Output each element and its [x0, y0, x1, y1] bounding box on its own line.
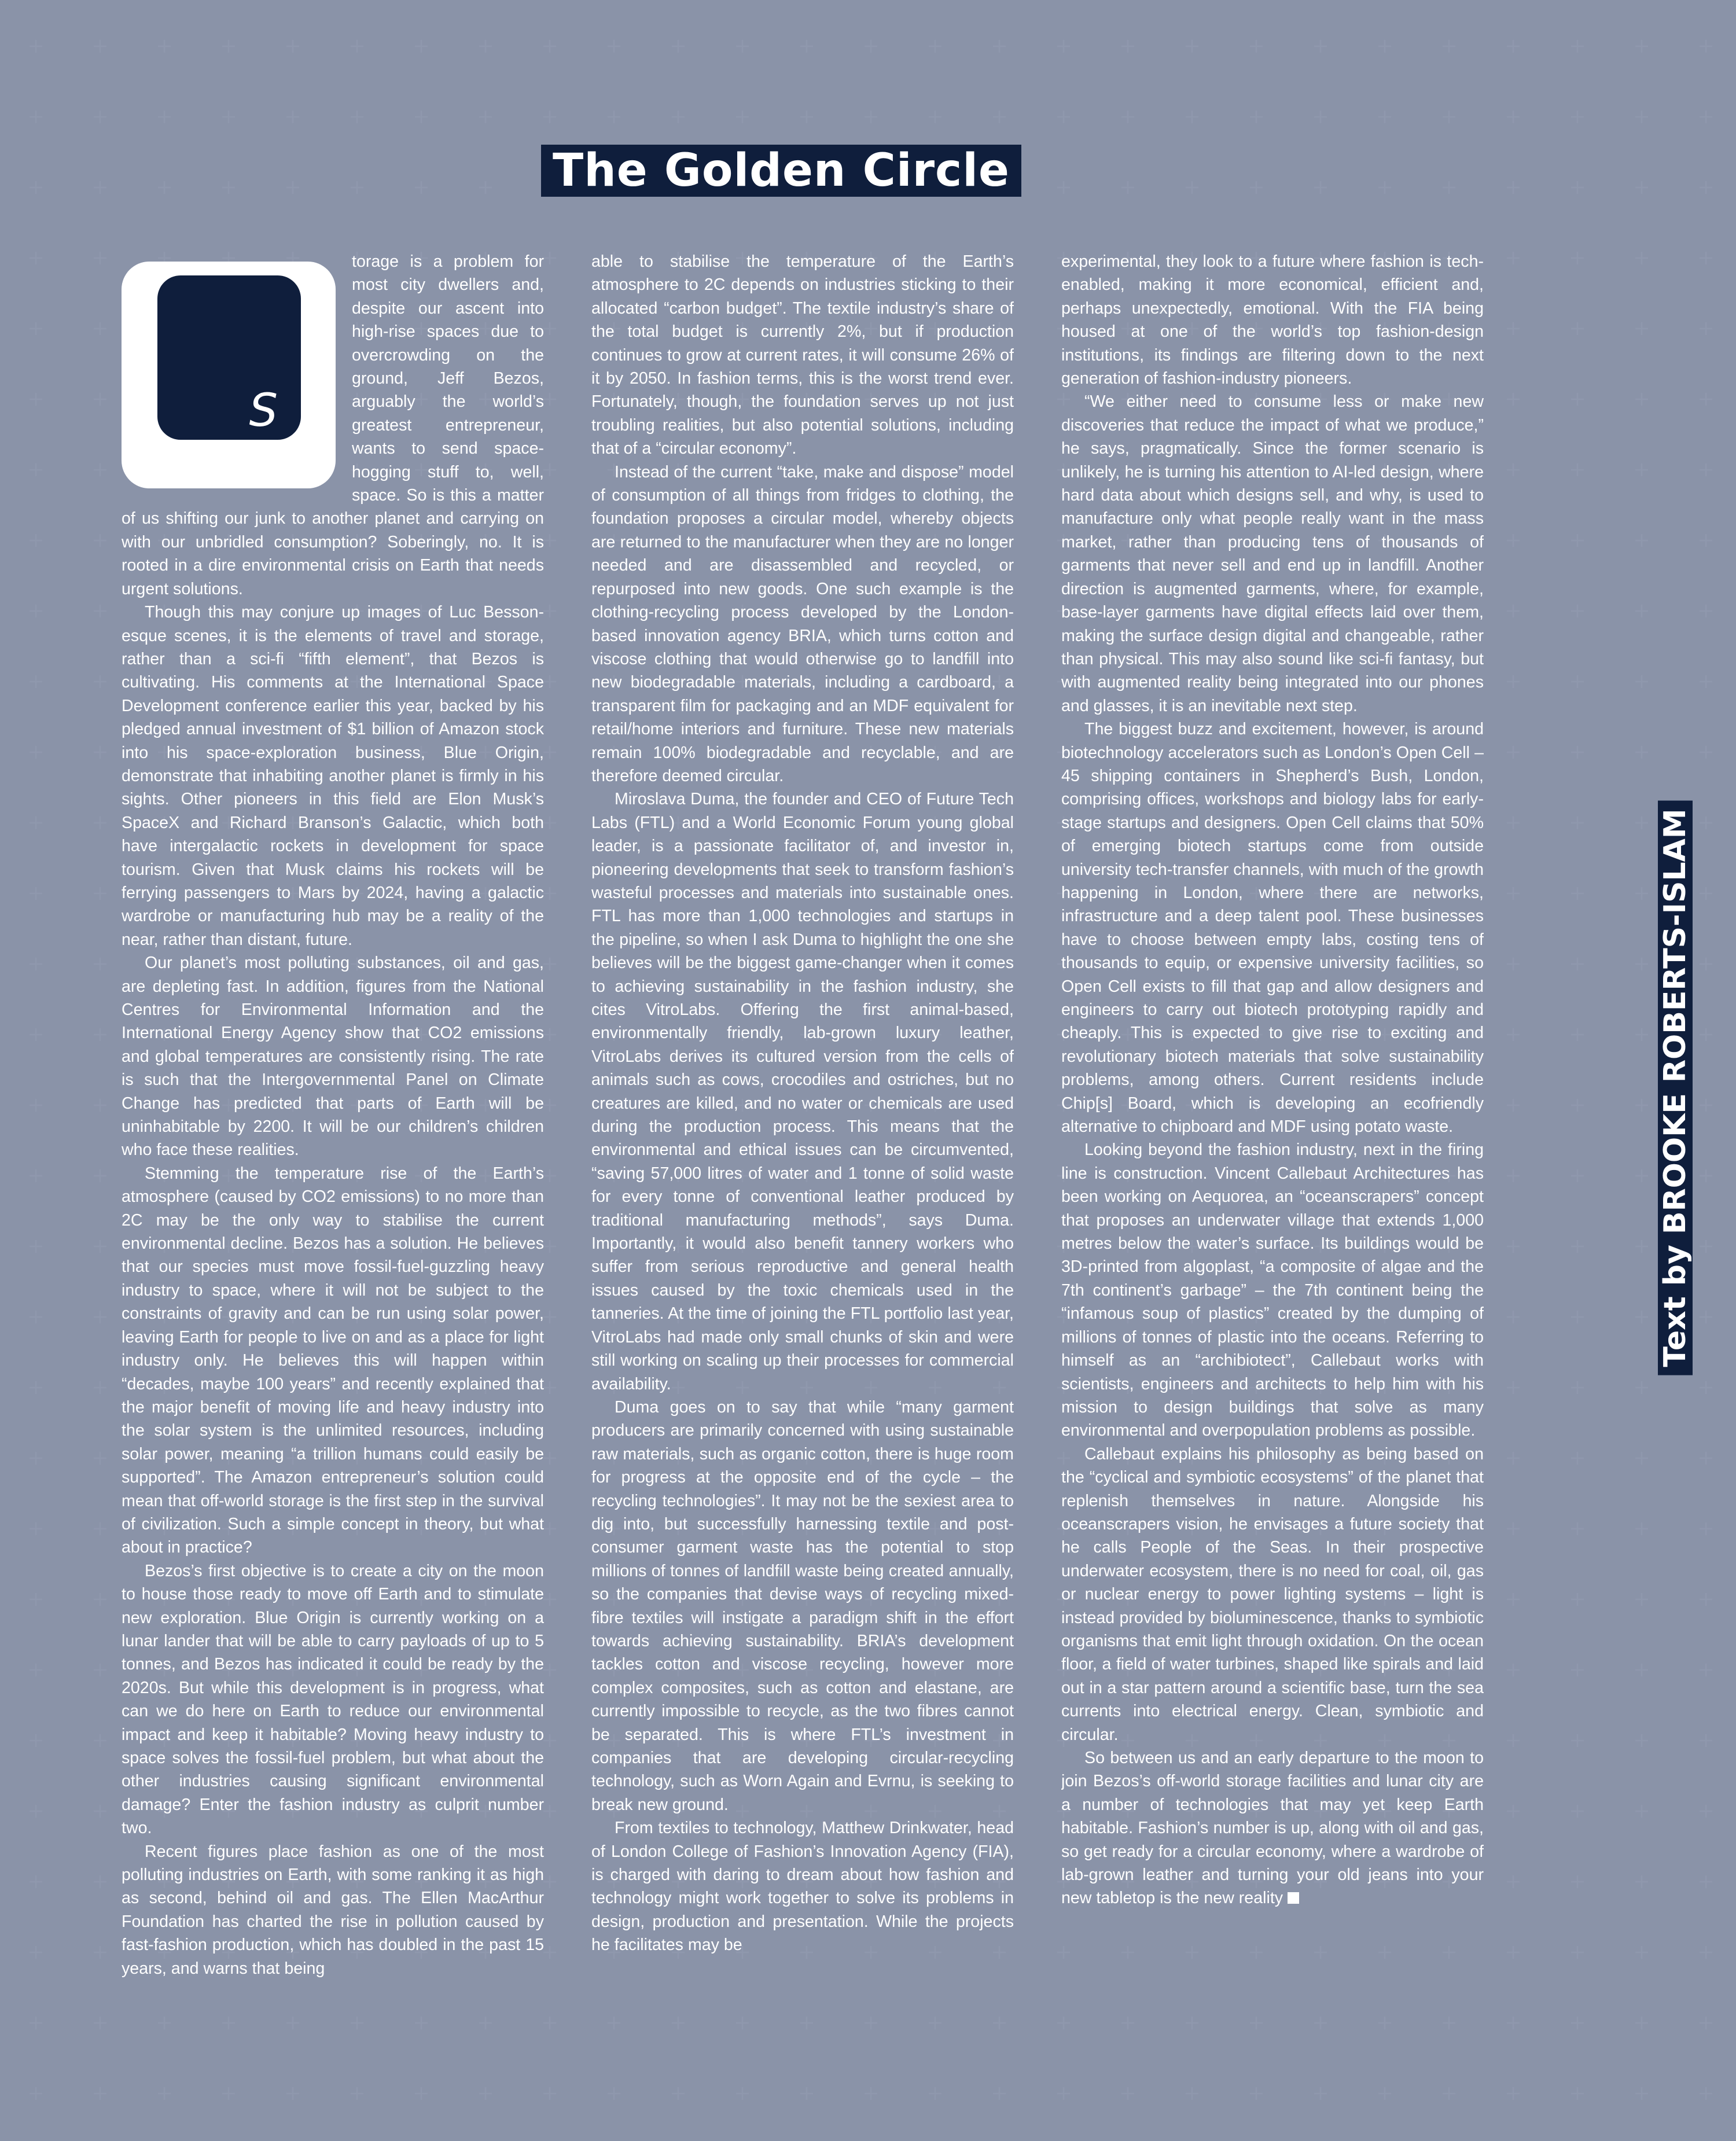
paragraph: The biggest buzz and excitement, however, is around biotechnology accelerators such as London’s Open Cell – 45 shipping containers in Shepherd’s Bush, London, comprising offices, workshops and biology labs for early-stage startups and designers. Open Cell claims that 50% of emerging biotech startups come from outside university tech-transfer channels, with much of the growth happening in London, where there are networks, infrastructure and a deep talent pool. These businesses have to choose between empty labs, costing tens of thousands to equip, or expensive university facilities, so Open Cell exists to fill that gap and allow designers and engineers to carry out biotech prototyping rapidly and cheaply. This is expected to give rise to exciting and revolutionary biotech materials that solve sustainability problems, among others. Current residents include Chip[s] Board, which is developing an ecofriendly alternative to chipboard and MDF using potato waste.	[1061, 720, 1484, 1136]
article-title	[0, 145, 1562, 197]
paragraph: experimental, they look to a future where fashion is tech-enabled, making it more economical, efficient and, perhaps unexpectedly, emotional. With the FIA being housed at one of the world’s top fashion-design institutions, its findings are filtering down to the next generation of fashion-industry pioneers.	[1061, 252, 1484, 388]
article-column-1	[122, 250, 544, 2006]
paragraph: Instead of the current “take, make and dispose” model of consumption of all things from fridges to clothing, the foundation proposes a circular model, whereby objects are returned to the manufacturer when they are no longer needed and are disassembled and recycled, or repurposed into new goods. One such example is the clothing-recycling process developed by the London-based innovation agency BRIA, which turns cotton and viscose clothing that would otherwise go to landfill into new biodegradable materials, including a cardboard, a transparent film for packaging and an MDF equivalent for retail/home interiors and furniture. These new materials remain 100% biodegradable and recyclable, and are therefore deemed circular.	[591, 462, 1014, 785]
byline: Text by BROOKE ROBERTS-ISLAM	[1658, 800, 1693, 1375]
article-column-2	[591, 250, 1014, 2006]
paragraph: Duma goes on to say that while “many garment producers are primarily concerned with using sustainable raw materials, such as organic cotton, there is huge room for progress at the opposite end of the cycle – the recycling technologies”. It may not be the sexiest area to dig into, but successfully harnessing textile and post-consumer garment waste has the potential to stop millions of tonnes of landfill waste being created annually, so the companies that devise ways of recycling mixed-fibre textiles will instigate a paradigm shift in the effort towards achieving sustainability. BRIA’s development tackles cotton and viscose recycling, however more complex composites, such as cotton and elastane, are currently impossible to recycle, as the two fibres cannot be separated. This is where FTL’s investment in companies that are developing circular-recycling technology, such as Worn Again and Evrnu, is seeking to break new ground.	[591, 1397, 1014, 1814]
paragraph: Though this may conjure up images of Luc Besson-esque scenes, it is the elements of travel and storage, rather than a sci-fi “fifth element”, that Bezos is cultivating. His comments at the International Space Development conference earlier this year, backed by his pledged annual investment of $1 billion of Amazon stock into his space-exploration business, Blue Origin, demonstrate that inhabiting another planet is firmly in his sights. Other pioneers in this field are Elon Musk’s SpaceX and Richard Branson’s Galactic, which both have intergalactic rockets in development for space tourism. Given that Musk claims his rockets will be ferrying passengers to Mars by 2024, having a galactic wardrobe or manufacturing hub may be a reality of the near, rather than distant, future.	[122, 603, 544, 949]
paragraph: Stemming the temperature rise of the Earth’s atmosphere (caused by CO2 emissions) to no more than 2C may be the only way to stabilise the current environmental decline. Bezos has a solution. He believes that our species must move fossil-fuel-guzzling heavy industry to space, where it will not be subject to the constraints of gravity and can be run using solar power, leaving Earth for people to live on and as a place for light industry only. He believes this will happen within “decades, maybe 100 years” and recently explained that the major benefit of moving life and heavy industry into the solar system is the unlimited resources, including solar power, meaning “a trillion humans could easily be supported”. The Amazon entrepreneur’s solution could mean that off-world storage is the first step in the survival of civilization. Such a simple concept in theory, but what about in practice?	[122, 1164, 544, 1557]
paragraph: Miroslava Duma, the founder and CEO of Future Tech Labs (FTL) and a World Economic Forum young global leader, is a passionate facilitator of, and investor in, pioneering developments that seek to transform fashion’s wasteful processes and materials into sustainable ones. FTL has more than 1,000 technologies and startups in the pipeline, so when I ask Duma to highlight the one she believes will be the biggest game-changer when it comes to achieving sustainability in the fashion industry, she cites VitroLabs. Offering the first animal-based, environmentally friendly, lab-grown luxury leather, VitroLabs derives its cultured version from the cells of animals such as cows, crocodiles and ostriches, but no creatures are killed, and no water or chemicals are used during the production process. This means that the environmental and ethical issues can be circumvented, “saving 57,000 litres of water and 1 tonne of solid waste for every tonne of conventional leather produced by traditional manufacturing methods”, says Duma. Importantly, it would also benefit tannery workers who suffer from serious reproductive and general health issues caused by the toxic chemicals used in the tanneries. At the time of joining the FTL portfolio last year, VitroLabs had made only small chunks of skin and were still working on scaling up their processes for commercial availability.	[591, 790, 1014, 1393]
key-cap-inner	[161, 279, 297, 436]
paragraph: able to stabilise the temperature of the Earth’s atmosphere to 2C depends on industries sticking to their allocated “carbon budget”. The textile industry’s share of the total budget is currently 2%, but if production continues to grow at current rates, it will consume 26% of it by 2050. In fashion terms, this is the worst trend ever. Fortunately, though, the foundation serves up not just troubling realities, but also potential solutions, including that of a “circular economy”.	[591, 252, 1014, 458]
paragraph: Our planet’s most polluting substances, oil and gas, are depleting fast. In addition, figures from the National Centres for Environmental Information and the International Energy Agency show that CO2 emissions and global temperatures are consistently rising. The rate is such that the Intergovernmental Panel on Climate Change has predicted that parts of Earth will be uninhabitable by 2200. It will be our children’s children who face these realities.	[122, 954, 544, 1160]
article-title-text: The Golden Circle	[541, 145, 1021, 197]
paragraph: “We either need to consume less or make new discoveries that reduce the impact of what we produce,” he says, pragmatically. Since the former scenario is unlikely, he is turning his attention to AI-led design, where hard data about which designs sell, and why, is used to manufacture only what people really want in the mass market, rather than producing tens of thousands of garments that never sell and end up in landfill. Another direction is augmented garments, where, for example, base-layer garments have digital effects laid over them, making the surface design digital and changeable, rather than physical. This may also sound like sci-fi fantasy, but with augmented reality being integrated into our phones and glasses, it is an inevitable next step.	[1061, 392, 1484, 715]
drop-cap-letter: S	[249, 384, 278, 437]
paragraph-text: So between us and an early departure to the moon to join Bezos’s off-world storage facilities and lunar city are a number of technologies that may yet keep Earth habitable. Fashion’s number is up, along with oil and gas, so get ready for a circular economy, where a wardrobe of lab-grown leather and turning your old jeans into your new tabletop is the new reality	[1061, 1749, 1484, 1908]
paragraph: Looking beyond the fashion industry, next in the firing line is construction. Vincent Callebaut Architectures has been working on Aequorea, an “oceanscrapers” concept that proposes an underwater village that extends 1,000 metres below the water’s surface. Its buildings would be 3D-printed from algoplast, “a composite of algae and the 7th continent’s garbage” – the 7th continent being the “infamous soup of plastics” created by the dumping of millions of tonnes of plastic into the oceans. Referring to himself as an “archibiotect”, Callebaut works with scientists, engineers and architects to help him with his mission to design buildings that solve as many environmental and overpopulation problems as possible.	[1061, 1141, 1484, 1440]
paragraph: torage is a problem for most city dwellers and, despite our ascent into high-rise spaces due to overcrowding on the ground, Jeff Bezos, arguably the world’s greatest entrepreneur, wants to send space-hogging stuff to, well, space. So is this a matter of us shifting our junk to another planet and carrying on with our unbridled consumption? Soberingly, no. It is rooted in a dire environmental crisis on Earth that needs urgent solutions.	[122, 252, 544, 598]
paragraph: Callebaut explains his philosophy as being based on the “cyclical and symbiotic ecosystems” of the planet that replenish themselves in nature. Alongside his oceanscrapers vision, he envisages a future society that he calls People of the Seas. In their prospective underwater ecosystem, there is no need for coal, oil, gas or nuclear energy to power lighting systems – light is instead provided by bioluminescence, thanks to symbiotic organisms that emit light through oxidation. On the ocean floor, a field of water turbines, shaped like spirals and laid out in a star pattern around a scientific base, turn the sea currents into electrical energy. Clean, symbiotic and circular.	[1061, 1444, 1484, 1744]
end-mark-icon	[1288, 1892, 1299, 1904]
paragraph: Bezos’s first objective is to create a city on the moon to house those ready to move off Earth and to stimulate new exploration. Blue Origin is currently working on a lunar lander that will be able to carry payloads of up to 5 tonnes, and Bezos has indicated it could be ready by the 2020s. But while this development is in progress, what can we do here on Earth to reduce our environmental impact and keep it habitable? Moving heavy industry to space solves the fossil-fuel problem, but what about the other industries causing significant environmental damage? Enter the fashion industry as culprit number two.	[122, 1561, 544, 1838]
drop-cap-key-icon	[122, 250, 341, 491]
article-column-3	[1061, 250, 1484, 2006]
paragraph	[1061, 1746, 1484, 1910]
paragraph: Recent figures place fashion as one of the most polluting industries on Earth, with some ranking it as high as second, behind oil and gas. The Ellen MacArthur Foundation has charted the rise in pollution caused by fast-fashion production, which has doubled in the past 15 years, and warns that being	[122, 1842, 544, 1978]
key-cap-outer	[122, 262, 336, 488]
paragraph: From textiles to technology, Matthew Drinkwater, head of London College of Fashion’s Innovation Agency (FIA), is charged with daring to dream about how fashion and technology might work together to solve its problems in design, production and presentation. While the projects he facilitates may be	[591, 1819, 1014, 1955]
